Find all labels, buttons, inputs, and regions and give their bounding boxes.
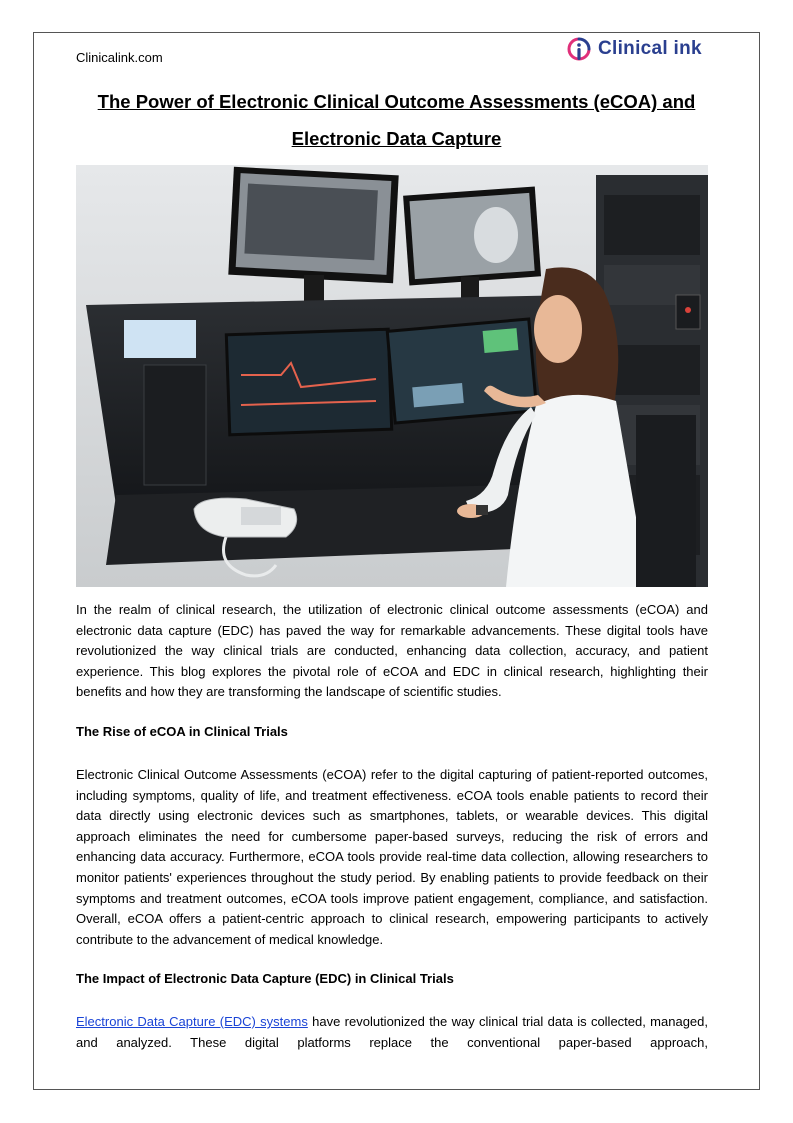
article-title-line-2: Electronic Data Capture <box>291 128 502 149</box>
brand-logo[interactable] <box>566 36 702 62</box>
section-heading-ecoa: The Rise of eCOA in Clinical Trials <box>76 724 288 739</box>
site-name: Clinicalink.com <box>76 50 163 65</box>
article-title-line-1: The Power of Electronic Clinical Outcome Assessments (eCOA) and <box>97 91 696 112</box>
section-body-edc <box>76 1012 708 1053</box>
photo-of-woman-at-control-console-icon <box>76 165 708 587</box>
logo-text: Clinical ink <box>598 38 702 59</box>
intro-paragraph: In the realm of clinical research, the utilization of electronic clinical outcome assessments (eCOA) and electronic data capture (EDC) has paved the way for remarkable advancements. These digital tools have revolutionized the way clinical trials are conducted, enhancing data collection, accuracy, and patient experience. This blog explores the pivotal role of eCOA and EDC in clinical research, highlighting their benefits and how they are transforming the landscape of scientific studies. <box>76 602 708 700</box>
edc-systems-link[interactable]: Electronic Data Capture (EDC) systems <box>76 1014 308 1029</box>
section-body-edc-text: have revolutionized the way clinical trial data is collected, managed, and analyzed. These digital platforms replace the conventional paper-based approach, <box>76 1014 709 1050</box>
section-body-ecoa: Electronic Clinical Outcome Assessments (eCOA) refer to the digital capturing of patient-reported outcomes, including symptoms, quality of life, and treatment effectiveness. eCOA tools enable patients to record their data directly using electronic devices such as smartphones, tablets, or wearable devices. This digital approach eliminates the need for cumbersome paper-based surveys, reducing the risk of errors and enhancing data accuracy. Furthermore, eCOA tools provide real-time data collection, allowing researchers to monitor patients' experiences throughout the study period. By enabling patients to provide feedback on their symptoms and treatment outcomes, eCOA tools improve patient engagement, compliance, and satisfaction. Overall, eCOA offers a patient-centric approach to clinical research, empowering participants to actively contribute to the advancement of medical knowledge. <box>76 767 708 947</box>
hero-photo <box>76 165 708 587</box>
section-heading-edc: The Impact of Electronic Data Capture (EDC) in Clinical Trials <box>76 971 454 986</box>
clinical-ink-logo-icon <box>566 36 592 62</box>
